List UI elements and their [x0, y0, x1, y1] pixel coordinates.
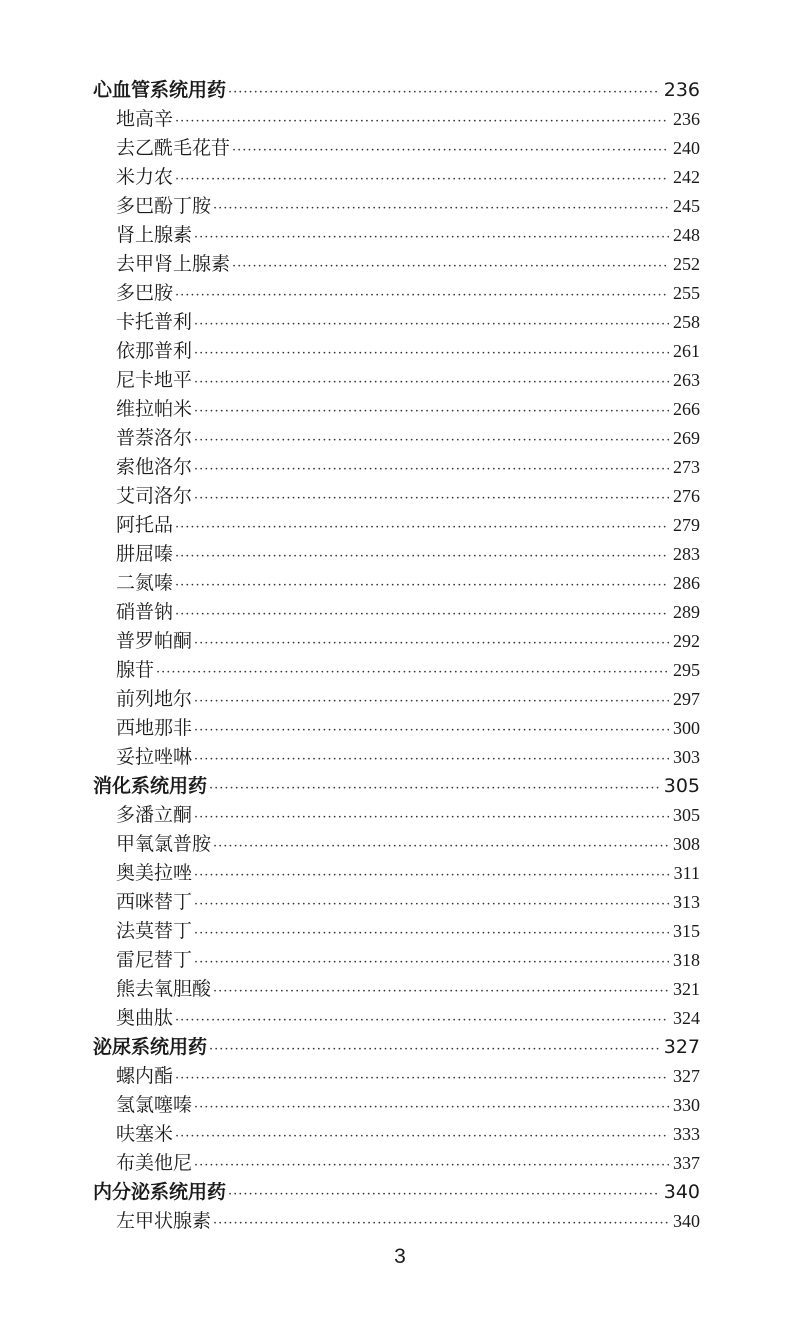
toc-section-heading [93, 1178, 700, 1207]
dot-leader [194, 484, 669, 513]
toc-entry [93, 221, 700, 250]
entry-title: 依那普利 [116, 340, 193, 362]
page-ref: 248 [673, 225, 700, 245]
table-of-contents [93, 76, 700, 1236]
entry-title: 索他洛尔 [116, 456, 193, 478]
entry-title: 西地那非 [116, 717, 193, 739]
toc-entry [93, 105, 700, 134]
section-title: 泌尿系统用药 [93, 1036, 208, 1058]
toc-entry [93, 308, 700, 337]
dot-leader [175, 281, 669, 310]
entry-title: 普萘洛尔 [116, 427, 193, 449]
page-ref: 279 [673, 515, 700, 535]
toc-section-heading [93, 1033, 700, 1062]
entry-title: 腺苷 [116, 659, 155, 681]
toc-entry [93, 337, 700, 366]
dot-leader [194, 223, 669, 252]
page-ref: 286 [673, 573, 700, 593]
page-ref: 273 [673, 457, 700, 477]
dot-leader [228, 1180, 660, 1209]
dot-leader [194, 1093, 669, 1122]
toc-entry [93, 888, 700, 917]
toc-entry [93, 511, 700, 540]
dot-leader [209, 774, 660, 803]
entry-title: 左甲状腺素 [116, 1210, 212, 1232]
dot-leader [232, 136, 669, 165]
dot-leader [194, 716, 669, 745]
entry-title: 米力农 [116, 166, 174, 188]
toc-entry [93, 656, 700, 685]
entry-title: 多潘立酮 [116, 804, 193, 826]
dot-leader [156, 658, 669, 687]
page-ref: 311 [673, 863, 700, 883]
page-ref: 308 [673, 834, 700, 854]
entry-title: 甲氧氯普胺 [116, 833, 212, 855]
dot-leader [175, 571, 669, 600]
toc-entry [93, 1120, 700, 1149]
entry-title: 布美他尼 [116, 1152, 193, 1174]
dot-leader [175, 600, 669, 629]
dot-leader [194, 397, 669, 426]
toc-entry [93, 859, 700, 888]
dot-leader [194, 368, 669, 397]
dot-leader [213, 832, 669, 861]
entry-title: 西咪替丁 [116, 891, 193, 913]
page-ref: 289 [673, 602, 700, 622]
dot-leader [175, 513, 669, 542]
section-title: 内分泌系统用药 [93, 1181, 227, 1203]
entry-title: 去甲肾上腺素 [116, 253, 231, 275]
dot-leader [194, 948, 669, 977]
toc-entry [93, 830, 700, 859]
dot-leader [194, 339, 669, 368]
dot-leader [209, 1035, 660, 1064]
dot-leader [194, 1151, 669, 1180]
page-ref: 315 [673, 921, 700, 941]
entry-title: 法莫替丁 [116, 920, 193, 942]
page-ref: 252 [673, 254, 700, 274]
toc-section-heading [93, 772, 700, 801]
dot-leader [213, 194, 669, 223]
dot-leader [175, 1122, 669, 1151]
dot-leader [194, 861, 670, 890]
dot-leader [175, 1006, 669, 1035]
page-ref: 269 [673, 428, 700, 448]
entry-title: 前列地尔 [116, 688, 193, 710]
toc-entry [93, 192, 700, 221]
page-ref: 245 [673, 196, 700, 216]
toc-section-heading [93, 76, 700, 105]
section-title: 心血管系统用药 [93, 79, 227, 101]
entry-title: 多巴酚丁胺 [116, 195, 212, 217]
dot-leader [175, 107, 669, 136]
entry-title: 多巴胺 [116, 282, 174, 304]
dot-leader [194, 426, 669, 455]
toc-entry [93, 424, 700, 453]
page-ref: 340 [663, 1181, 700, 1203]
page-ref: 327 [663, 1036, 700, 1058]
toc-entry [93, 1149, 700, 1178]
page-ref: 300 [673, 718, 700, 738]
dot-leader [175, 165, 669, 194]
toc-entry [93, 482, 700, 511]
page-ref: 236 [663, 79, 700, 101]
entry-title: 二氮嗪 [116, 572, 174, 594]
toc-entry [93, 946, 700, 975]
dot-leader [175, 1064, 669, 1093]
toc-entry [93, 1062, 700, 1091]
page-ref: 313 [673, 892, 700, 912]
page-ref: 240 [673, 138, 700, 158]
toc-entry [93, 453, 700, 482]
entry-title: 地高辛 [116, 108, 174, 130]
toc-entry [93, 395, 700, 424]
entry-title: 硝普钠 [116, 601, 174, 623]
page-number: 3 [394, 1245, 406, 1268]
page-ref: 305 [673, 805, 700, 825]
dot-leader [232, 252, 669, 281]
entry-title: 普罗帕酮 [116, 630, 193, 652]
page-ref: 263 [673, 370, 700, 390]
page-ref: 236 [673, 109, 700, 129]
toc-entry [93, 540, 700, 569]
dot-leader [194, 919, 669, 948]
toc-entry [93, 685, 700, 714]
page-ref: 292 [673, 631, 700, 651]
entry-title: 呋塞米 [116, 1123, 174, 1145]
section-title: 消化系统用药 [93, 775, 208, 797]
dot-leader [194, 629, 669, 658]
page-ref: 297 [673, 689, 700, 709]
dot-leader [175, 542, 669, 571]
toc-entry [93, 743, 700, 772]
entry-title: 肾上腺素 [116, 224, 193, 246]
entry-title: 卡托普利 [116, 311, 193, 333]
page-ref: 318 [673, 950, 700, 970]
toc-entry [93, 279, 700, 308]
toc-entry [93, 714, 700, 743]
dot-leader [194, 745, 669, 774]
page-ref: 340 [673, 1211, 700, 1231]
dot-leader [194, 455, 669, 484]
page-ref: 324 [673, 1008, 700, 1028]
toc-entry [93, 134, 700, 163]
toc-entry [93, 569, 700, 598]
dot-leader [228, 78, 660, 107]
toc-entry [93, 163, 700, 192]
page-ref: 295 [673, 660, 700, 680]
entry-title: 奥美拉唑 [116, 862, 193, 884]
toc-entry [93, 1004, 700, 1033]
page-ref: 321 [673, 979, 700, 999]
dot-leader [194, 310, 669, 339]
entry-title: 雷尼替丁 [116, 949, 193, 971]
toc-entry [93, 975, 700, 1004]
page-ref: 276 [673, 486, 700, 506]
page-ref: 333 [673, 1124, 700, 1144]
entry-title: 奥曲肽 [116, 1007, 174, 1029]
toc-entry [93, 1207, 700, 1236]
dot-leader [213, 977, 669, 1006]
entry-title: 肼屈嗪 [116, 543, 174, 565]
page-ref: 337 [673, 1153, 700, 1173]
page-ref: 266 [673, 399, 700, 419]
toc-entry [93, 801, 700, 830]
entry-title: 维拉帕米 [116, 398, 193, 420]
entry-title: 螺内酯 [116, 1065, 174, 1087]
page-ref: 305 [663, 775, 700, 797]
page-ref: 261 [673, 341, 700, 361]
page-ref: 283 [673, 544, 700, 564]
page-ref: 258 [673, 312, 700, 332]
page-ref: 242 [673, 167, 700, 187]
entry-title: 熊去氧胆酸 [116, 978, 212, 1000]
entry-title: 阿托品 [116, 514, 174, 536]
toc-entry [93, 917, 700, 946]
entry-title: 艾司洛尔 [116, 485, 193, 507]
entry-title: 妥拉唑啉 [116, 746, 193, 768]
toc-entry [93, 366, 700, 395]
dot-leader [194, 687, 669, 716]
page-ref: 255 [673, 283, 700, 303]
page-ref: 330 [673, 1095, 700, 1115]
page-ref: 327 [673, 1066, 700, 1086]
toc-entry [93, 598, 700, 627]
page-ref: 303 [673, 747, 700, 767]
entry-title: 氢氯噻嗪 [116, 1094, 193, 1116]
dot-leader [194, 890, 669, 919]
entry-title: 尼卡地平 [116, 369, 193, 391]
dot-leader [213, 1209, 669, 1238]
toc-entry [93, 250, 700, 279]
entry-title: 去乙酰毛花苷 [116, 137, 231, 159]
dot-leader [194, 803, 669, 832]
toc-entry [93, 1091, 700, 1120]
toc-entry [93, 627, 700, 656]
